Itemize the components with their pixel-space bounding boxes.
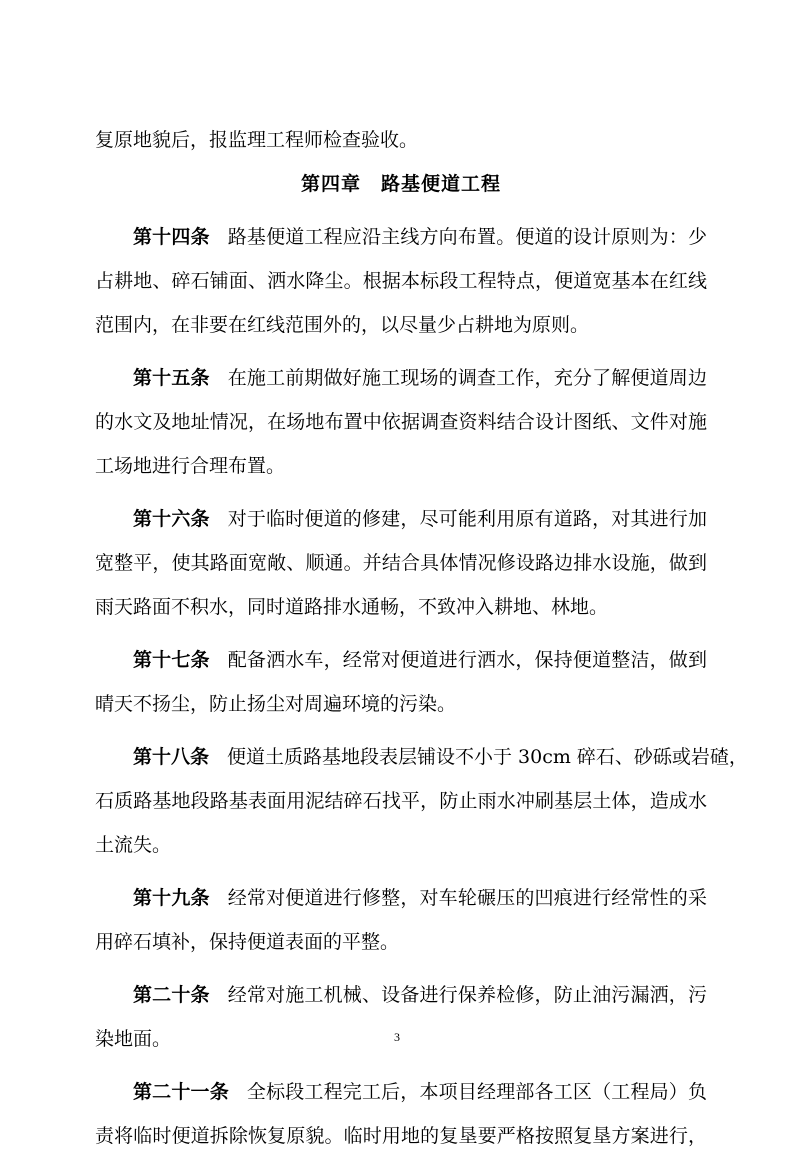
article-21: 第二十一条 全标段工程完工后，本项目经理部各工区（工程局）负 <box>133 1081 707 1103</box>
article-14: 第十四条 路基便道工程应沿主线方向布置。便道的设计原则为：少 <box>133 226 707 248</box>
article-18: 第十八条 便道土质路基地段表层铺设不小于 30cm 碎石、砂砾或岩碴， <box>133 746 748 768</box>
article-label: 第十六条 <box>133 508 210 530</box>
paragraph-line: 的水文及地址情况，在场地布置中依据调查资料结合设计图纸、文件对施 <box>95 411 707 433</box>
paragraph-line: 范围内，在非要在红线范围外的，以尽量少占耕地为原则。 <box>95 314 590 336</box>
paragraph-line: 宽整平，使其路面宽敞、顺通。并结合具体情况修设路边排水设施，做到 <box>95 552 707 574</box>
paragraph-line: 用碎石填补，保持便道表面的平整。 <box>95 931 400 953</box>
article-label: 第二十条 <box>133 984 210 1006</box>
article-17: 第十七条 配备洒水车，经常对便道进行洒水，保持便道整洁，做到 <box>133 649 707 671</box>
paragraph-line: 晴天不扬尘，防止扬尘对周遍环境的污染。 <box>95 693 457 715</box>
article-15: 第十五条 在施工前期做好施工现场的调查工作，充分了解便道周边 <box>133 367 707 389</box>
paragraph-line: 工场地进行合理布置。 <box>95 455 286 477</box>
article-label: 第二十一条 <box>133 1081 229 1103</box>
paragraph-line: 土流失。 <box>95 834 172 856</box>
paragraph-line: 复原地貌后，报监理工程师检查验收。 <box>95 129 419 151</box>
paragraph-line: 雨天路面不积水，同时道路排水通畅，不致冲入耕地、林地。 <box>95 596 609 618</box>
paragraph-line: 石质路基地段路基表面用泥结碎石找平，防止雨水冲刷基层土体，造成水 <box>95 790 707 812</box>
article-label: 第十五条 <box>133 367 210 389</box>
article-label: 第十四条 <box>133 226 210 248</box>
page-number: 3 <box>394 1030 400 1044</box>
chapter-heading: 第四章 路基便道工程 <box>300 173 501 195</box>
article-label: 第十九条 <box>133 887 210 909</box>
paragraph-line: 染地面。 <box>95 1028 172 1050</box>
article-20: 第二十条 经常对施工机械、设备进行保养检修，防止油污漏洒，污 <box>133 984 707 1006</box>
paragraph-line: 占耕地、碎石铺面、洒水降尘。根据本标段工程特点，便道宽基本在红线 <box>95 270 707 292</box>
article-16: 第十六条 对于临时便道的修建，尽可能利用原有道路，对其进行加 <box>133 508 707 530</box>
article-label: 第十八条 <box>133 746 210 768</box>
article-19: 第十九条 经常对便道进行修整，对车轮碾压的凹痕进行经常性的采 <box>133 887 707 909</box>
page-body <box>95 118 748 1158</box>
article-label: 第十七条 <box>133 649 210 671</box>
paragraph-line: 责将临时便道拆除恢复原貌。临时用地的复垦要严格按照复垦方案进行， <box>95 1125 707 1147</box>
